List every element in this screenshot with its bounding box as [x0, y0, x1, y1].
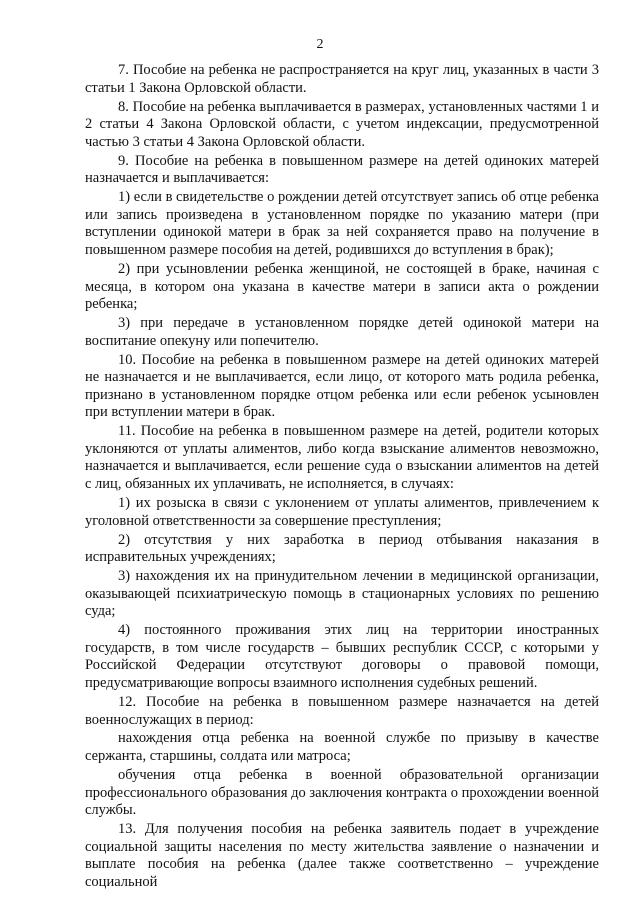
paragraph-12-item-2: обучения отца ребенка в военной образовательной организации профессионального образования до заключения контракта о прохождении военной службы. [85, 767, 599, 819]
paragraph-11-item-2: 2) отсутствия у них заработка в период отбывания наказания в исправительных учреждениях; [85, 531, 599, 566]
paragraph-11-item-1: 1) их розыска в связи с уклонением от уплаты алиментов, привлечением к уголовной ответственности за совершение преступления; [85, 495, 599, 529]
paragraph-12: 12. Пособие на ребенка в повышенном размере назначается на детей военнослужащих в период: [85, 693, 599, 728]
paragraph-13: 13. Для получения пособия на ребенка заявитель подает в учреждение социальной защиты населения по месту жительства заявление о назначении и выплате пособия на ребенка (далее также соответственно – учреждение социальной [85, 821, 599, 890]
paragraph-11-item-4: 4) постоянного проживания этих лиц на территории иностранных государств, в том числе государств – бывших республик СССР, с которыми у Российской Федерации отсутствуют договоры о правовой помощи, предусматривающие вопросы взаимного исполнения судебных решений. [85, 622, 599, 691]
paragraph-7: 7. Пособие на ребенка не распространяется на круг лиц, указанных в части 3 статьи 1 Закона Орловской области. [85, 62, 599, 96]
page-number: 2 [316, 37, 324, 52]
paragraph-9-item-1: 1) если в свидетельстве о рождении детей отсутствует запись об отце ребенка или запись произведена в установленном порядке по указанию матери (при вступлении одинокой матери в брак за ней сохраняется право на получение в повышенном размере пособия на детей, родившихся до вступления в брак); [85, 189, 599, 258]
document-body [85, 62, 599, 893]
paragraph-11-item-3: 3) нахождения их на принудительном лечении в медицинской организации, оказывающей психиатрическую помощь в стационарных условиях по решению суда; [85, 568, 599, 620]
paragraph-9-item-2: 2) при усыновлении ребенка женщиной, не состоящей в браке, начиная с месяца, в котором она указана в качестве матери в записи акта о рождении ребенка; [85, 260, 599, 313]
paragraph-9: 9. Пособие на ребенка в повышенном размере на детей одиноких матерей назначается и выплачивается: [85, 152, 599, 187]
paragraph-12-item-1: нахождения отца ребенка на военной службе по призыву в качестве сержанта, старшины, солдата или матроса; [85, 730, 599, 765]
paragraph-9-item-3: 3) при передаче в установленном порядке детей одинокой матери на воспитание опекуну или попечителю. [85, 315, 599, 349]
paragraph-11: 11. Пособие на ребенка в повышенном размере на детей, родители которых уклоняются от уплаты алиментов, либо когда взыскание алиментов невозможно, назначается и выплачивается, если решение суда о взыскании алиментов на детей с лиц, обязанных их уплачивать, не исполняется, в случаях: [85, 423, 599, 493]
paragraph-8: 8. Пособие на ребенка выплачивается в размерах, установленных частями 1 и 2 статьи 4 Закона Орловской области, с учетом индексации, предусмотренной частью 3 статьи 4 Закона Орловской области. [85, 98, 599, 150]
paragraph-10: 10. Пособие на ребенка в повышенном размере на детей одиноких матерей не назначается и не выплачивается, если лицо, от которого мать родила ребенка, признано в установленном порядке отцом ребенка или если ребенок усыновлен при вступлении матери в брак. [85, 351, 599, 421]
